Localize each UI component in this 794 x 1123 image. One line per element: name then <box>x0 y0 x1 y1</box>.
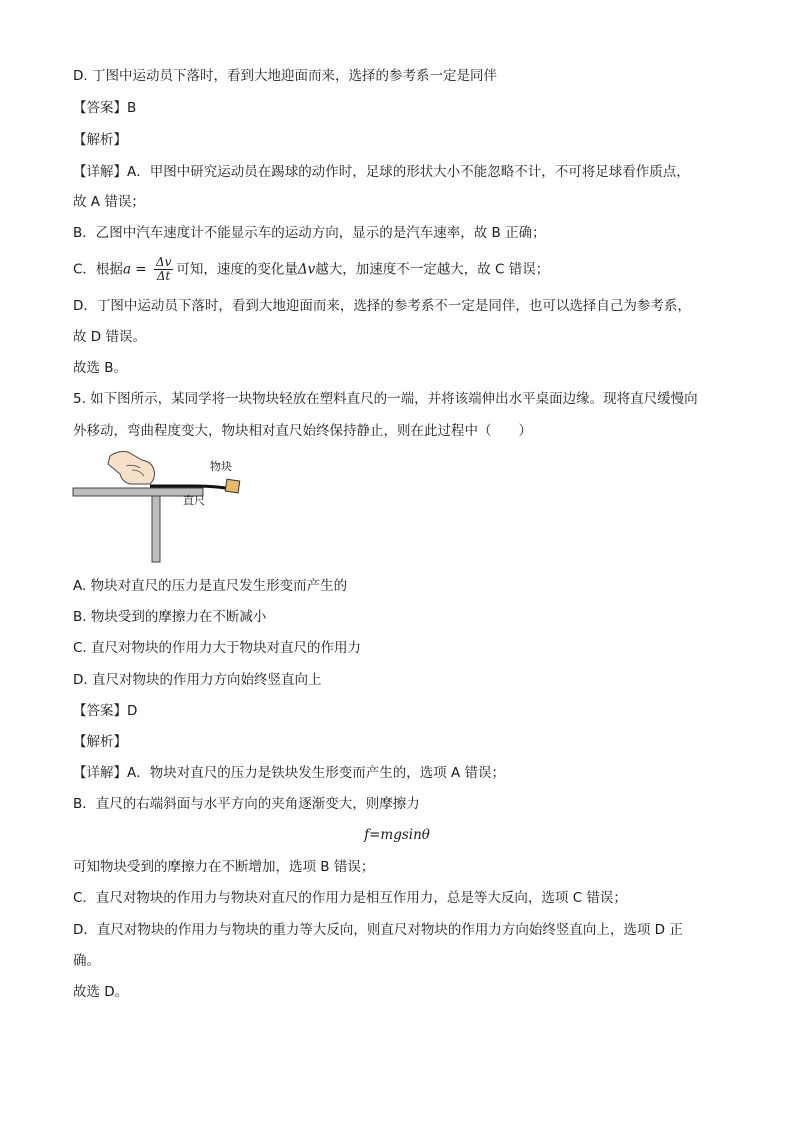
answer-tag: 【答案】 <box>73 703 127 719</box>
label-block: 物块 <box>210 460 232 473</box>
q5-analysis-tag: 【解析】 <box>73 734 127 750</box>
fraction-denominator: Δt <box>156 269 171 283</box>
table-leg <box>152 496 160 562</box>
q5-detail-c: C．直尺对物块的作用力与物块对直尺的作用力是相互作用力，总是等大反向，选项 C 错误； <box>73 890 627 906</box>
q5-option-c: C. 直尺对物块的作用力大于物块对直尺的作用力 <box>73 640 362 656</box>
fraction-dv-dt <box>154 256 173 283</box>
q5-answer <box>73 701 137 721</box>
detail-c-middle: 可知，速度的变化量 <box>176 261 298 278</box>
label-ruler: 直尺 <box>183 494 205 507</box>
q4-option-d: D. 丁图中运动员下落时，看到大地迎面而来，选择的参考系一定是同伴 <box>73 68 497 84</box>
q4-detail-d-2: 故 D 错误。 <box>73 329 146 345</box>
answer-value: B <box>127 100 137 116</box>
q5-detail-b: B．直尺的右端斜面与水平方向的夹角逐渐变大，则摩擦力 <box>73 796 420 812</box>
q4-detail-b: B．乙图中汽车速度计不能显示车的运动方向，显示的是汽车速率，故 B 正确； <box>73 225 546 241</box>
ruler-block-figure <box>70 448 260 568</box>
q5-stem-2: 外移动，弯曲程度变大，物块相对直尺始终保持静止，则在此过程中（ ） <box>73 423 532 439</box>
q4-detail-d-1: D．丁图中运动员下落时，看到大地迎面而来，选择的参考系不一定是同伴，也可以选择自己为参考系， <box>73 298 691 314</box>
q4-detail-c <box>73 256 549 283</box>
q5-detail-a <box>73 763 505 783</box>
detail-tag: 【详解】 <box>73 164 127 180</box>
q5-stem-1: 5. 如下图所示，某同学将一块物块轻放在塑料直尺的一端，并将该端伸出水平桌面边缘。现将直尺缓慢向 <box>73 391 698 407</box>
friction-formula: f=mgsinθ <box>364 827 430 843</box>
delta-v-symbol: Δv <box>297 261 316 278</box>
detail-a-text: A．甲图中研究运动员在踢球的动作时，足球的形状大小不能忽略不计，不可将足球看作质点， <box>127 164 690 180</box>
detail-tag: 【详解】 <box>73 765 127 781</box>
q5-detail-d-2: 确。 <box>73 953 100 969</box>
block <box>225 479 240 493</box>
q4-analysis-tag: 【解析】 <box>73 132 127 148</box>
q5-option-b: B. 物块受到的摩擦力在不断减小 <box>73 609 267 625</box>
q5-option-d: D. 直尺对物块的作用力方向始终竖直向上 <box>73 672 322 688</box>
detail-a-text: A．物块对直尺的压力是铁块发生形变而产生的，选项 A 错误； <box>127 765 506 781</box>
detail-c-suffix: 越大，加速度不一定越大，故 C 错误； <box>315 261 550 278</box>
q4-detail-a-2: 故 A 错误； <box>73 194 145 210</box>
hand-icon <box>108 452 155 485</box>
q4-conclusion: 故选 B。 <box>73 360 128 376</box>
answer-tag: 【答案】 <box>73 100 127 116</box>
q4-answer <box>73 98 136 118</box>
formula-a-variable: a <box>122 261 131 278</box>
fraction-numerator: Δv <box>155 255 172 269</box>
q5-detail-d-1: D．直尺对物块的作用力与物块的重力等大反向，则直尺对物块的作用力方向始终竖直向上，选项 D 正 <box>73 922 683 938</box>
formula-equals: = <box>131 261 151 278</box>
q5-detail-b-2: 可知物块受到的摩擦力在不断增加，选项 B 错误； <box>73 859 375 875</box>
q4-detail-a-1 <box>73 162 690 182</box>
detail-c-prefix: C．根据 <box>73 261 123 278</box>
answer-value: D <box>127 703 138 719</box>
q5-option-a: A. 物块对直尺的压力是直尺发生形变而产生的 <box>73 578 348 594</box>
q5-conclusion: 故选 D。 <box>73 984 129 1000</box>
